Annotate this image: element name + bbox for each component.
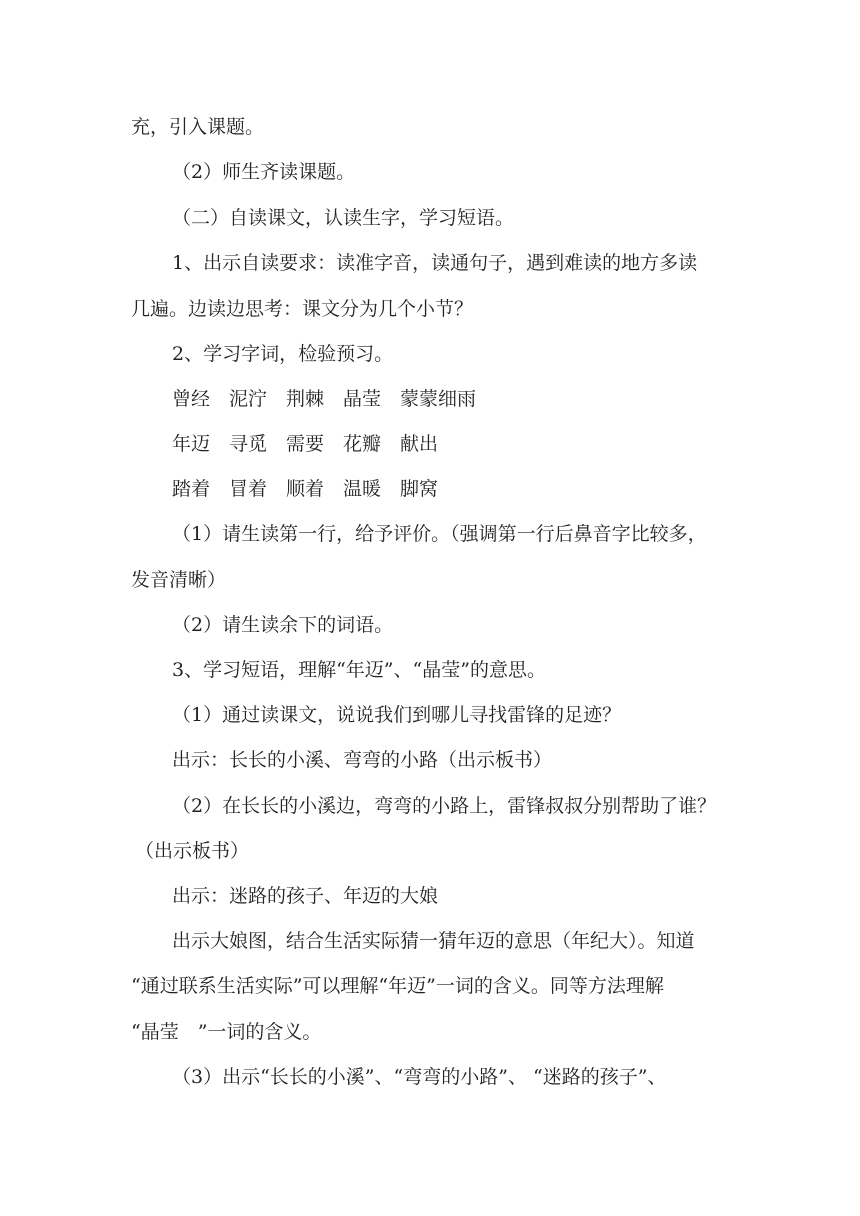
text-line: （2）请生读余下的词语。 <box>172 614 394 636</box>
text-line: 几遍。边读边思考：课文分为几个小节？ <box>131 298 474 320</box>
text-line: 出示：迷路的孩子、年迈的大娘 <box>172 885 439 907</box>
vocabulary-row: 踏着 冒着 顺着 温暖 脚窝 <box>172 478 439 500</box>
text-line: 1、出示自读要求：读准字音，读通句子，遇到难读的地方多读 <box>172 252 698 274</box>
text-line: “通过联系生活实际”可以理解“年迈”一词的含义。同等方法理解 <box>131 975 664 997</box>
text-line: 出示：长长的小溪、弯弯的小路（出示板书） <box>172 749 553 771</box>
text-line: 发音清晰） <box>131 569 227 591</box>
text-line: 出示大娘图，结合生活实际猜一猜年迈的意思（年纪大）。知道 <box>172 930 695 952</box>
text-line: （1）通过读课文，说说我们到哪儿寻找雷锋的足迹？ <box>172 704 622 726</box>
text-line: （3）出示“长长的小溪”、“弯弯的小路”、 “迷路的孩子”、 <box>172 1066 667 1088</box>
text-line: 2、学习字词，检验预习。 <box>172 343 394 365</box>
text-line: （出示板书） <box>135 840 250 862</box>
text-line: 充，引入课题。 <box>131 116 265 138</box>
vocabulary-row: 年迈 寻觅 需要 花瓣 献出 <box>172 433 439 455</box>
text-line: 3、学习短语，理解“年迈”、“晶莹”的意思。 <box>172 659 546 681</box>
text-line: （2）在长长的小溪边，弯弯的小路上，雷锋叔叔分别帮助了谁？ <box>172 795 717 817</box>
text-line: “晶莹 ”一词的含义。 <box>131 1021 322 1043</box>
text-line: （1）请生读第一行，给予评价。（强调第一行后鼻音字比较多， <box>172 523 707 545</box>
vocabulary-row: 曾经 泥泞 荆棘 晶莹 蒙蒙细雨 <box>172 388 477 410</box>
section-heading: （二）自读课文，认读生字，学习短语。 <box>172 207 515 229</box>
text-line: （2）师生齐读课题。 <box>172 161 356 183</box>
